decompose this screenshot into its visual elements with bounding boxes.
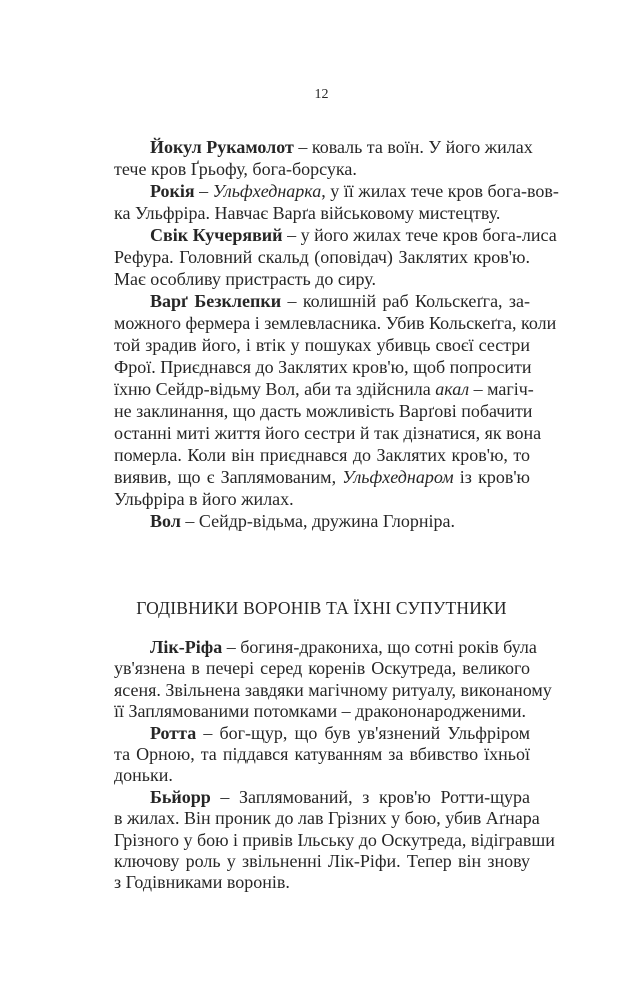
text-line (114, 290, 530, 312)
character-entry (114, 637, 552, 723)
description-text: – магіч- (469, 379, 534, 399)
description-text: ключову роль у звільненні Лік-Ріфи. Тепер він знову (114, 851, 530, 872)
character-name: Ротта (150, 722, 197, 743)
character-name: Рокія (150, 181, 195, 201)
description-text: ув'язнена в печері серед коренів Оскутреда, великого (114, 658, 530, 679)
text-line (114, 637, 537, 658)
text-line (114, 334, 530, 356)
description-text: та Орною, та піддався катуванням за вбивство їхньої (114, 744, 530, 765)
description-text: ка Ульфріра. Навчає Варґа військовому мистецтву. (114, 203, 501, 223)
italic-term: акал (435, 379, 470, 399)
description-text: їхню Сейдр-відьму Вол, аби та здійснила (114, 379, 436, 399)
text-line (114, 510, 530, 532)
text-line (114, 488, 530, 510)
description-text: з Годівниками воронів. (114, 872, 290, 893)
character-list-section-2 (114, 637, 555, 894)
description-text: – (194, 181, 213, 201)
text-line (114, 180, 559, 202)
character-entry (114, 136, 533, 180)
text-line (114, 312, 557, 334)
character-entry (114, 723, 530, 787)
description-text: – у його жилах тече кров бога-лиса (282, 225, 557, 245)
character-name: Варґ Безклепки (150, 291, 282, 311)
text-line (114, 679, 552, 701)
description-text: – колишній раб Кольскеґга, за- (281, 291, 531, 311)
description-text: – бог-щур, що був ув'язнений Ульфріром (196, 722, 530, 743)
description-text: – Заплямований, з кров'ю Ротти-щура (210, 786, 530, 807)
character-name: Бьйорр (150, 786, 211, 807)
description-text: тече кров Ґрьофу, бога-борсука. (114, 159, 357, 179)
text-line (114, 378, 534, 400)
description-text: , у її жилах тече кров бога-вов- (321, 181, 559, 201)
character-entry (114, 786, 555, 894)
description-text: Рефура. Головний скальд (оповідач) Заклятих кров'ю. (114, 247, 530, 267)
text-line (114, 808, 540, 829)
text-line (114, 224, 557, 246)
character-name: Свік Кучерявий (150, 225, 283, 245)
character-name: Вол (150, 511, 181, 531)
description-text: – богиня-дракониха, що сотні років була (222, 637, 537, 657)
text-line (114, 202, 530, 224)
page-number: 12 (314, 87, 329, 102)
description-text: останні миті життя його сестри й так дізнатися, як вона (114, 423, 542, 443)
text-line (114, 723, 530, 744)
character-name: Лік-Ріфа (150, 637, 223, 657)
text-line (114, 744, 530, 765)
description-text: той зрадив його, і втік у пошуках убивць своєї сестри (114, 335, 530, 355)
description-text: Фрої. Приєднався до Заклятих кров'ю, щоб попросити (114, 357, 532, 377)
description-text: – коваль та воїн. У його жилах (293, 137, 533, 157)
section-heading: ГОДІВНИКИ ВОРОНІВ ТА ЇХНІ СУПУТНИКИ (136, 598, 507, 618)
text-line (114, 829, 555, 851)
text-line (114, 658, 530, 679)
italic-term: Ульфхеднарка (212, 181, 322, 201)
description-text: Має особливу пристрасть до сиру. (114, 269, 377, 289)
character-name: Йокул Рукамолот (150, 137, 294, 157)
description-text: ясеня. Звільнена завдяки магічному ритуалу, виконаному (114, 679, 552, 700)
text-line (114, 422, 542, 444)
description-text: в жилах. Він проник до лав Грізних у бою, убив Аґнара (114, 808, 540, 829)
description-text: її Заплямованими потомками – дракононародженими. (114, 701, 527, 722)
text-line (114, 136, 533, 158)
description-text: виявив, що є Заплямованим, (114, 467, 343, 487)
character-entry (114, 510, 530, 532)
text-line (114, 466, 530, 488)
description-text: не заклинання, що дасть можливість Варґові побачити (114, 401, 533, 421)
text-line (114, 246, 530, 268)
text-line (114, 268, 530, 290)
text-line (114, 872, 530, 893)
character-entry (114, 180, 559, 224)
character-entry (114, 290, 557, 510)
text-line (114, 444, 530, 466)
text-line (114, 158, 530, 180)
description-text: Грізного у бою і привів Ільську до Оскутреда, відігравши (114, 829, 555, 850)
description-text: померла. Коли він приєднався до Заклятих кров'ю, то (114, 445, 530, 465)
description-text: можного фермера і землевласника. Убив Кольскеґга, коли (114, 313, 557, 333)
text-line (114, 701, 530, 722)
text-line (114, 851, 530, 872)
description-text: Ульфріра в його жилах. (114, 489, 294, 509)
description-text: із кров'ю (453, 467, 531, 487)
text-line (114, 356, 530, 378)
description-text: – Сейдр-відьма, дружина Глорніра. (180, 511, 456, 531)
text-line (114, 787, 530, 808)
character-entry (114, 224, 557, 290)
character-list-section-1 (114, 136, 559, 532)
description-text: доньки. (114, 765, 173, 786)
text-line (114, 765, 530, 786)
text-line (114, 400, 533, 422)
italic-term: Ульфхеднаром (342, 467, 454, 487)
